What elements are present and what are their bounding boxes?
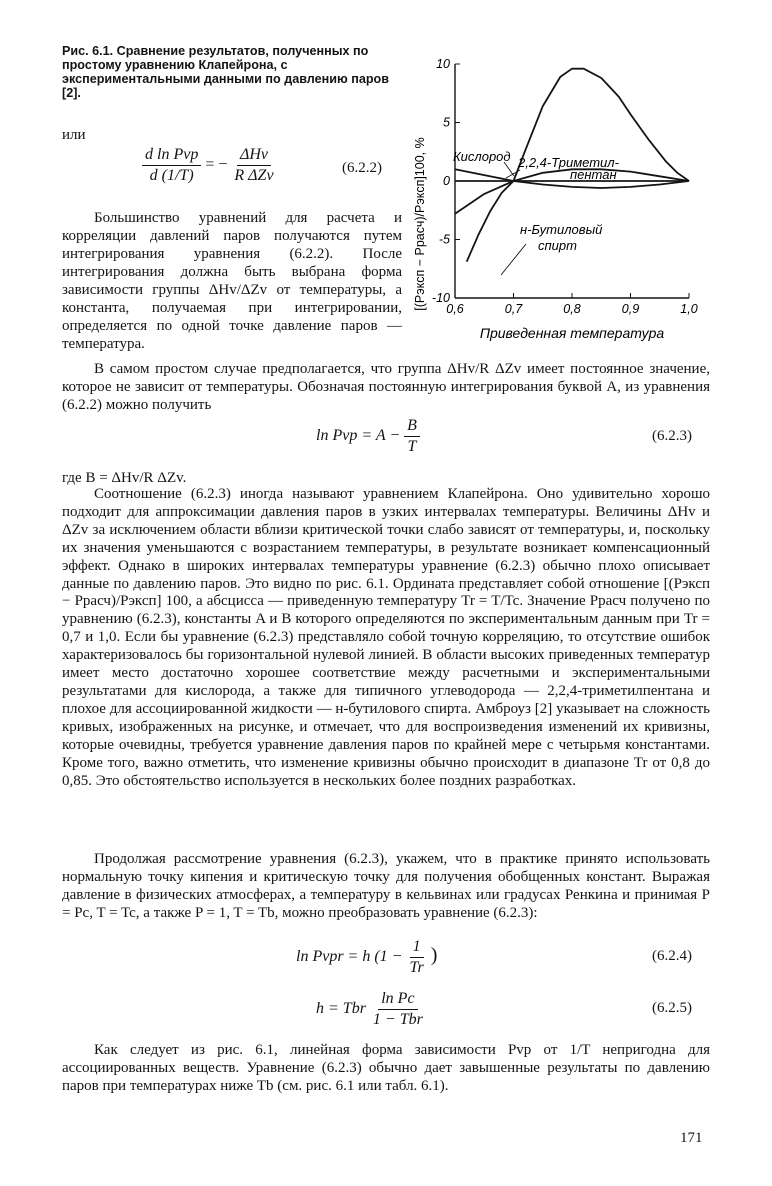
equation-6-2-3 — [316, 417, 420, 456]
figure-6-1-chart — [400, 48, 740, 348]
annotation-trimethyl-1: 2,2,4-Триметил- — [518, 155, 619, 170]
eq-622-label: (6.2.2) — [342, 160, 382, 176]
annotation-butanol-2: спирт — [538, 238, 577, 253]
x-tick-group — [446, 293, 697, 316]
equation-6-2-5 — [316, 990, 426, 1029]
paragraph-1: Большинство уравнений для расчета и корреляции давлений паров получаются путем интегрирования уравнения (6.2.2). После интегрирования должна быть выбрана форма зависимости группы ΔHv/ΔZv от температуры, а константа, получаемая при интегрировании, определяется по одной точке давление паров — температура. — [62, 210, 402, 352]
eq-623-fraction — [404, 417, 420, 456]
eq-623-label: (6.2.3) — [652, 428, 692, 444]
y-tick-label: 5 — [443, 115, 450, 130]
eq-622-rhs-den: R ΔZv — [234, 167, 274, 184]
paragraph-4: Продолжая рассмотрение уравнения (6.2.3), укажем, что в практике принято использовать нормальную точку кипения и критическую точку для получения обобщенных констант. Выражая давление в физических атмосферах, а температуру в кельвинах или градусах Ренкина и принимая P = Pc, T = Tc, а также P = 1, T = Tb, можно преобразовать уравнение (6.2.3): — [62, 851, 710, 921]
eq-625-den: 1 − Tbr — [372, 1011, 423, 1028]
y-tick-label: 0 — [443, 174, 450, 188]
y-tick-label: 10 — [436, 57, 450, 71]
eq-622-lhs-fraction — [142, 146, 201, 185]
annotation-oxygen: Кислород — [453, 149, 511, 164]
word-or: или — [62, 127, 86, 143]
eq-623-den: T — [407, 438, 417, 455]
x-tick-label: 0,6 — [446, 302, 464, 316]
figure-caption: Рис. 6.1. Сравнение результатов, полученных по простому уравнению Клапейрона, с экспериментальными данными по давлению паров [2]. — [62, 44, 389, 100]
page-number: 171 — [680, 1130, 703, 1146]
x-axis-label: Приведенная температура — [479, 325, 665, 341]
eq-625-lhs: h = Tbr — [316, 1000, 366, 1018]
eq-624-close: ) — [430, 944, 438, 967]
eq-625-fraction — [370, 990, 426, 1029]
y-axis-label: [(Pэксп − Pрасч)/Pэксп]100, % — [413, 137, 427, 311]
eq-625-num: ln Pc — [378, 990, 417, 1010]
paragraph-2: В самом простом случае предполагается, что группа ΔHv/R ΔZv имеет постоянное значение, которое не зависит от температуры. Обозначая постоянную интегрирования буквой A, из уравнения (6.2.2) можно получить — [62, 361, 710, 413]
x-tick-label: 0,8 — [563, 302, 581, 316]
x-tick-label: 0,7 — [504, 302, 523, 316]
leader-trimethyl — [506, 170, 520, 178]
eq-624-label: (6.2.4) — [652, 948, 692, 964]
eq-622-operator: = − — [205, 156, 228, 174]
eq-625-label: (6.2.5) — [652, 1000, 692, 1016]
where-line: где B = ΔHv/R ΔZv. — [62, 470, 187, 486]
x-tick-label: 1,0 — [680, 302, 698, 316]
eq-623-num: B — [404, 417, 420, 437]
eq-624-den: Tr — [409, 959, 424, 976]
annotation-trimethyl-2: пентан — [570, 167, 617, 182]
eq-623-lhs: ln Pvp = A − — [316, 427, 401, 445]
eq-624-lhs: ln Pvpr = h (1 − — [296, 948, 403, 966]
eq-622-lhs-den: d (1/T) — [149, 167, 194, 184]
equation-6-2-2 — [142, 146, 277, 185]
y-tick-label: -10 — [431, 291, 450, 305]
eq-622-rhs-num: ΔHv — [237, 146, 271, 166]
annotation-butanol-1: н-Бутиловый — [520, 222, 603, 237]
equation-6-2-4 — [296, 938, 437, 977]
eq-622-rhs-fraction — [231, 146, 276, 185]
eq-622-lhs-num: d ln Pvp — [142, 146, 201, 166]
x-tick-label: 0,9 — [621, 302, 640, 316]
eq-624-num: 1 — [410, 938, 424, 958]
paragraph-3: Соотношение (6.2.3) иногда называют уравнением Клапейрона. Оно удивительно хорошо подходит для аппроксимации давления паров в узких интервалах температуры. Величины ΔHv и ΔZv за исключением области вблизи критической точки слабо зависят от температуры, и, поскольку их значения уменьшаются с возрастанием температуры, в результате возникает компенсационный эффект. Однако в широких интервалах температуры уравнение (6.2.3) обычно плохо описывает данные по давлению паров. Это видно по рис. 6.1. Ордината представляет собой отношение [(Pэксп − Pрасч)/Pэксп] 100, а абсцисса — приведенную температуру Tr = T/Tc. Значение Pрасч получено по уравнению (6.2.3), константы A и B которого определяются по экспериментальным данным при Tr = 0,7 и 1,0. Если бы уравнение (6.2.3) представляло собой точную корреляцию, то отсутствие ошибок характеризовалось бы горизонтальной нулевой линией. В области высоких приведенных температур имеет место достаточно хорошее соответствие между расчетными и экспериментальными результатами для кислорода, а также для типичного углеводорода — 2,2,4-триметилпентана и плохое для ассоциированной жидкости — н-бутилового спирта. Амброуз [2] указывает на сложность кривых, изображенных на рисунке, и отмечает, что для воспроизведения изменений их кривизны, которые очевидны, требуется уравнение давления паров по крайней мере с четырьмя константами. Кроме того, важно отметить, что изменение кривизны обычно происходит в диапазоне Tr от 0,8 до 0,85. Это обстоятельство используется в нескольких более поздних разработках. — [62, 486, 710, 789]
leader-butanol — [501, 244, 526, 275]
paragraph-5: Как следует из рис. 6.1, линейная форма зависимости Pvp от 1/T непригодна для ассоциированных веществ. Уравнение (6.2.3) обычно дает завышенные результаты по давлению паров при температурах ниже Tb (см. рис. 6.1 или табл. 6.1). — [62, 1042, 710, 1094]
eq-624-fraction — [406, 938, 426, 977]
y-tick-label: -5 — [438, 232, 450, 247]
